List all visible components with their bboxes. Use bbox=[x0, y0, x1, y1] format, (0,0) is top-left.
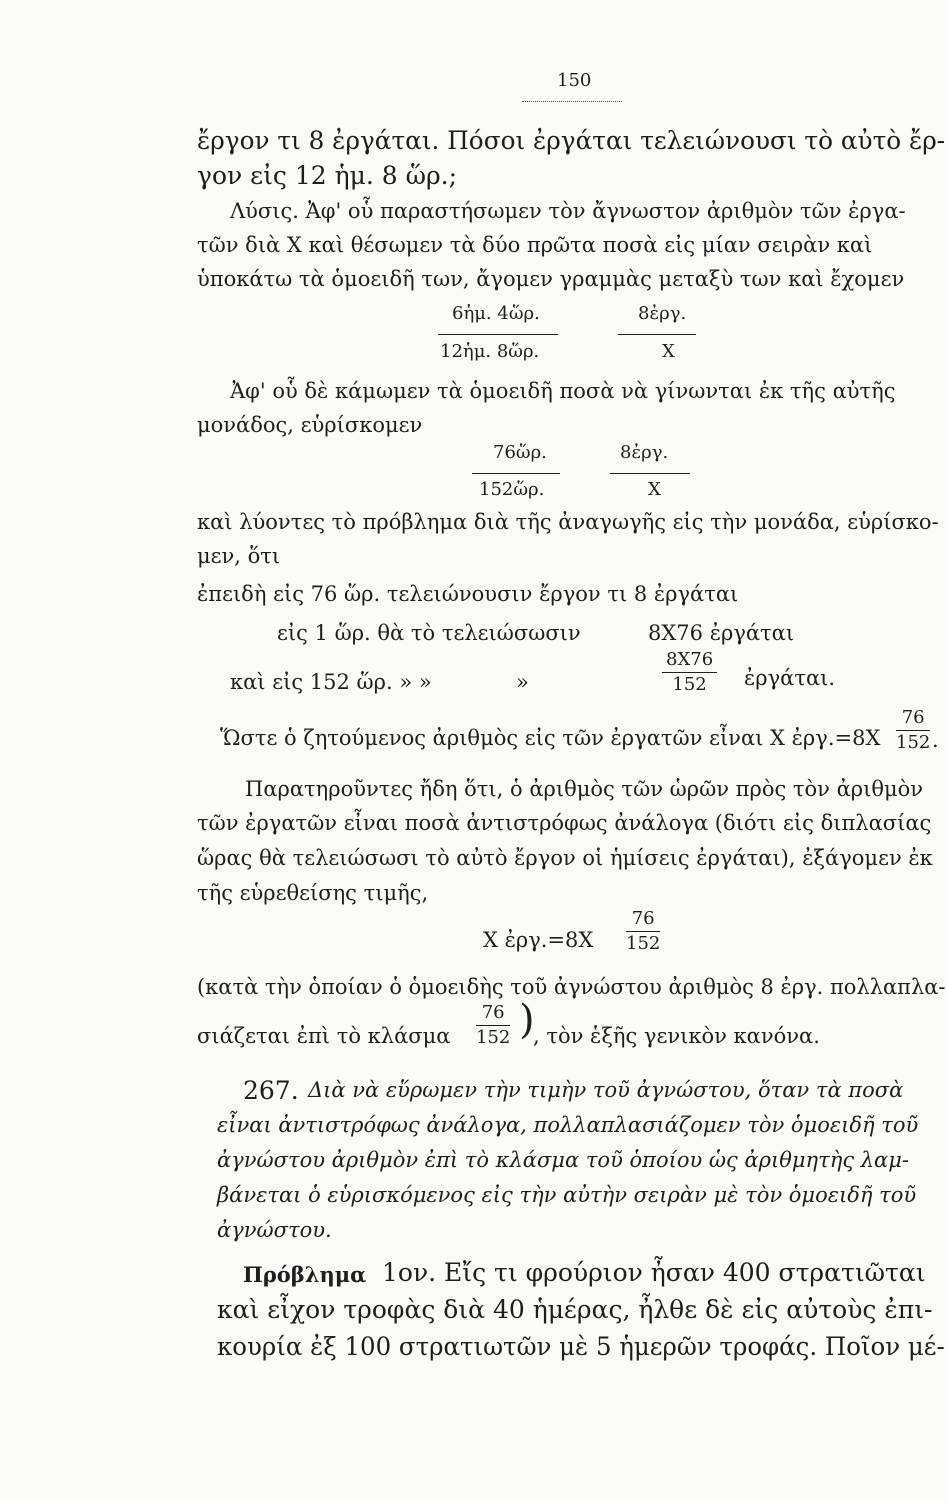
text-line: X ἐργ.=8X bbox=[483, 928, 594, 952]
scheme-cell: 8ἐργ. bbox=[638, 303, 687, 324]
scheme-cell: 152ὥρ. bbox=[479, 479, 545, 500]
text-line: ἔργον τι 8 ἐργάται. Πόσοι ἐργάται τελειώνουσι τὸ αὐτὸ ἔρ- bbox=[197, 126, 946, 155]
text-line: εἶναι ἀντιστρόφως ἀνάλογα, πολλαπλασιάζομεν τὸν ὁμοειδῆ τοῦ bbox=[217, 1113, 919, 1137]
text-line: τῆς εὑρεθείσης τιμῆς, bbox=[197, 881, 429, 905]
fraction-denominator: 152 bbox=[476, 1027, 511, 1048]
text-line: τῶν διὰ X καὶ θέσωμεν τὰ δύο πρῶτα ποσὰ εἰς μίαν σειρὰν καὶ bbox=[197, 233, 873, 257]
problem-heading: Πρόβλημα bbox=[243, 1262, 367, 1287]
scheme-rule bbox=[438, 334, 558, 335]
text-line: καὶ εἰς 152 ὥρ. » » bbox=[230, 670, 432, 694]
scheme-cell: X bbox=[648, 479, 661, 500]
text-line: Ὥστε ὁ ζητούμενος ἀριθμὸς εἰς τῶν ἐργατῶν εἶναι X ἐργ.=8X bbox=[220, 726, 881, 750]
text-line: εἰς 1 ὥρ. θὰ τὸ τελειώσωσιν bbox=[277, 621, 581, 645]
scheme-cell: 12ἡμ. 8ὥρ. bbox=[440, 341, 540, 362]
text-line: (κατὰ τὴν ὁποίαν ὁ ὁμοειδὴς τοῦ ἀγνώστου ἀριθμὸς 8 ἐργ. πολλαπλα- bbox=[197, 975, 946, 999]
scheme-cell: 76ὥρ. bbox=[493, 442, 547, 463]
scheme-rule bbox=[618, 334, 696, 335]
text-line: Διὰ νὰ εὕρωμεν τὴν τιμὴν τοῦ ἀγνώστου, ὅταν τὰ ποσὰ bbox=[308, 1078, 904, 1102]
fraction-numerator: 8X76 bbox=[662, 651, 717, 673]
text-line: ἐπειδὴ εἰς 76 ὥρ. τελειώνουσιν ἔργον τι 8 ἐργάται bbox=[197, 582, 739, 606]
fraction-denominator: 152 bbox=[896, 732, 931, 753]
fraction bbox=[626, 910, 660, 953]
text-line: ὥρας θὰ τελειώσωσι τὸ αὐτὸ ἔργον οἱ ἡμίσεις ἐργάται), ἐξάγομεν ἐκ bbox=[197, 846, 933, 870]
text-line: 1ον. Εἴς τι φρούριον ἦσαν 400 στρατιῶται bbox=[382, 1258, 926, 1287]
fraction bbox=[896, 709, 930, 752]
fraction-numerator: 76 bbox=[626, 910, 660, 932]
text-line: » bbox=[516, 670, 529, 694]
text-line: Λύσις. Ἀφ' οὗ παραστήσωμεν τὸν ἄγνωστον ἀριθμὸν τῶν ἐργα- bbox=[230, 199, 906, 223]
text-line: καὶ εἶχον τροφὰς διὰ 40 ἡμέρας, ἦλθε δὲ εἰς αὐτοὺς ἐπι- bbox=[217, 1295, 933, 1324]
text-line: ἀγνώστου. bbox=[217, 1218, 332, 1242]
fraction-denominator: 152 bbox=[672, 674, 707, 695]
closing-parenthesis: ) bbox=[519, 997, 535, 1043]
text-line: . bbox=[932, 728, 939, 752]
fraction bbox=[662, 651, 717, 694]
page-number: 150 bbox=[557, 70, 592, 91]
text-line: ἀγνώστου ἀριθμὸν ἐπὶ τὸ κλάσμα τοῦ ὁποίου ὡς ἀριθμητὴς λαμ- bbox=[217, 1148, 909, 1172]
text-line: γον εἰς 12 ἡμ. 8 ὥρ.; bbox=[197, 161, 458, 190]
fraction bbox=[476, 1004, 510, 1047]
text-line: βάνεται ὁ εὑρισκόμενος εἰς τὴν αὐτὴν σειρὰν μὲ τὸν ὁμοειδῆ τοῦ bbox=[217, 1183, 917, 1207]
fraction-numerator: 76 bbox=[896, 709, 930, 731]
scheme-rule bbox=[610, 473, 690, 474]
text-line: Παρατηροῦντες ἤδη ὅτι, ὁ ἀριθμὸς τῶν ὡρῶν πρὸς τὸν ἀριθμὸν bbox=[245, 777, 924, 801]
scheme-rule bbox=[472, 473, 560, 474]
text-line: τῶν ἐργατῶν εἶναι ποσὰ ἀντιστρόφως ἀνάλογα (διότι εἰς διπλασίας bbox=[197, 811, 932, 835]
text-line: ὑποκάτω τὰ ὁμοειδῆ των, ἄγομεν γραμμὰς μεταξὺ των καὶ ἔχομεν bbox=[197, 267, 905, 291]
page-number-underline bbox=[522, 101, 622, 102]
rule-number: 267. bbox=[243, 1076, 299, 1105]
text-line: 8X76 ἐργάται bbox=[648, 621, 795, 645]
scheme-cell: 8ἐργ. bbox=[620, 442, 669, 463]
text-line: Ἀφ' οὗ δὲ κάμωμεν τὰ ὁμοειδῆ ποσὰ νὰ γίνωνται ἐκ τῆς αὐτῆς bbox=[230, 379, 896, 403]
text-line: μεν, ὅτι bbox=[197, 544, 281, 568]
text-line: , τὸν ἑξῆς γενικὸν κανόνα. bbox=[533, 1024, 820, 1048]
scheme-cell: 6ἡμ. 4ὥρ. bbox=[452, 303, 540, 324]
scheme-cell: X bbox=[662, 341, 675, 362]
text-line: καὶ λύοντες τὸ πρόβλημα διὰ τῆς ἀναγωγῆς εἰς τὴν μονάδα, εὑρίσκο- bbox=[197, 510, 939, 534]
text-line: σιάζεται ἐπὶ τὸ κλάσμα bbox=[197, 1024, 451, 1048]
fraction-numerator: 76 bbox=[476, 1004, 510, 1026]
fraction-denominator: 152 bbox=[626, 933, 661, 954]
text-line: ἐργάται. bbox=[744, 666, 836, 690]
text-line: μονάδος, εὑρίσκομεν bbox=[197, 413, 423, 437]
text-line: κουρία ἐξ 100 στρατιωτῶν μὲ 5 ἡμερῶν τροφάς. Ποῖον μέ- bbox=[217, 1332, 945, 1361]
